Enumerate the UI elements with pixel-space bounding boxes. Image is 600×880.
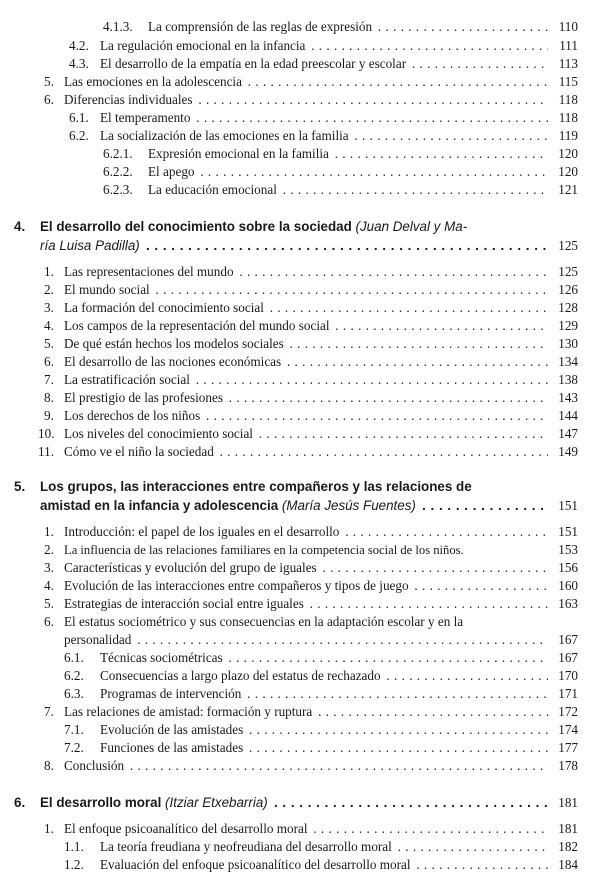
chapter-4-heading-line2 (0, 237, 600, 255)
toc-entry: 6.3. Programas de intervención . . . 171 (0, 685, 600, 703)
chapter-page: 125 (558, 238, 578, 253)
toc-entry: 9. Los derechos de los niños . . . 144 (0, 407, 600, 425)
chapter-page: 151 (558, 498, 578, 513)
chapter-author: (Juan Delval y Ma- (355, 219, 468, 234)
toc-entry: 5. Estrategias de interacción social entre iguales . . . 163 (0, 595, 600, 613)
toc-entry: 6.2. Consecuencias a largo plazo del estatus de rechazado . . . 170 (0, 667, 600, 685)
chapter-4-heading: 4. El desarrollo del conocimiento sobre la sociedad (Juan Delval y Ma- (14, 219, 468, 234)
toc-entry (0, 37, 600, 55)
toc-entry: 1.1. La teoría freudiana y neofreudiana del desarrollo moral . . . 182 (0, 838, 600, 856)
toc-entry: 7.1. Evolución de las amistades . . . 174 (0, 721, 600, 739)
toc-entry: 1. Introducción: el papel de los iguales en el desarrollo . . . 151 (0, 523, 600, 541)
toc-entry: 1. El enfoque psicoanalítico del desarrollo moral . . . 181 (0, 820, 600, 838)
toc-entry: 8. Conclusión . . . 178 (0, 757, 600, 775)
entry-page: 118 (558, 110, 578, 125)
entry-number: 4.3. (69, 56, 89, 71)
chapter-author: (Itziar Etxebarria) (165, 795, 268, 810)
entry-title: La comprensión de las reglas de expresión (148, 19, 373, 34)
chapter-6-heading: 6. El desarrollo moral (Itziar Etxebarria) . . . 181 (0, 794, 600, 812)
toc-entry: 1. Las representaciones del mundo . . . 125 (0, 263, 600, 281)
toc-entry: 5. De qué están hechos los modelos sociales . . . 130 (0, 335, 600, 353)
toc-entry: 4. Evolución de las interacciones entre compañeros y tipos de juego . . . 160 (0, 577, 600, 595)
entry-number: 6. (44, 92, 54, 107)
toc-entry (0, 127, 600, 145)
entry-title: La regulación emocional en la infancia (100, 38, 306, 53)
entry-title: La socialización de las emociones en la familia (100, 128, 349, 143)
entry-number: 6.2.1. (103, 146, 133, 161)
entry-page: 119 (558, 128, 578, 143)
entry-number: 6.2. (69, 128, 89, 143)
entry-title: Las emociones en la adolescencia (64, 74, 242, 89)
toc-entry: 10. Los niveles del conocimiento social . . . 147 (0, 425, 600, 443)
toc-entry: 6.1. Técnicas sociométricas . . . 167 (0, 649, 600, 667)
toc-entry (0, 91, 600, 109)
chapter-author: ría Luisa Padilla) (40, 238, 140, 253)
toc-entry: 6. El estatus sociométrico y sus consecuencias en la adaptación escolar y en la (44, 614, 464, 629)
toc-entry: 6. El desarrollo de las nociones económicas . . . 134 (0, 353, 600, 371)
toc-entry (0, 163, 600, 181)
toc-entry: 2. La influencia de las relaciones familiares en la competencia social de los niños. 153 (44, 542, 578, 557)
toc-entry: 11. Cómo ve el niño la sociedad . . . 149 (0, 443, 600, 461)
chapter-title: El desarrollo moral (40, 795, 162, 810)
entry-number: 5. (44, 74, 54, 89)
entry-number: 6.2.2. (103, 164, 133, 179)
toc-entry: 4. Los campos de la representación del mundo social . . . 129 (0, 317, 600, 335)
toc-entry: 2. El mundo social . . . 126 (0, 281, 600, 299)
toc-entry: 1.2. Evaluación del enfoque psicoanalítico del desarrollo moral . . . 184 (0, 856, 600, 874)
entry-page: 121 (558, 182, 578, 197)
chapter-5-heading: 5. Los grupos, las interacciones entre compañeros y las relaciones de (14, 479, 472, 494)
entry-page: 110 (558, 19, 578, 34)
toc-entry (0, 181, 600, 199)
entry-title: La educación emocional (148, 182, 277, 197)
toc-entry: personalidad . . . 167 (0, 631, 600, 649)
entry-page: 111 (559, 38, 578, 53)
entry-title: El desarrollo de la empatía en la edad preescolar y escolar (100, 56, 407, 71)
toc-entry: 7.2. Funciones de las amistades . . . 177 (0, 739, 600, 757)
entry-title: Expresión emocional en la familia (148, 146, 329, 161)
toc-entry: 3. La formación del conocimiento social . . . 128 (0, 299, 600, 317)
entry-number: 6.1. (69, 110, 89, 125)
toc-entry: 3. Características y evolución del grupo de iguales . . . 156 (0, 559, 600, 577)
entry-page: 120 (558, 164, 578, 179)
toc-entry (0, 18, 600, 36)
entry-page: 115 (558, 74, 578, 89)
entry-title: El temperamento (100, 110, 191, 125)
toc-entry (0, 109, 600, 127)
entry-number: 4.2. (69, 38, 89, 53)
chapter-title: Los grupos, las interacciones entre compañeros y las relaciones de (40, 479, 472, 494)
toc-entry (0, 145, 600, 163)
chapter-title: El desarrollo del conocimiento sobre la sociedad (40, 219, 352, 234)
entry-title: Diferencias individuales (64, 92, 193, 107)
entry-page: 113 (558, 56, 578, 71)
toc-entry: 7. Las relaciones de amistad: formación y ruptura . . . 172 (0, 703, 600, 721)
entry-page: 118 (558, 92, 578, 107)
chapter-author: (María Jesús Fuentes) (281, 498, 416, 513)
entry-page: 120 (558, 146, 578, 161)
chapter-page: 181 (558, 795, 578, 810)
entry-number: 4.1.3. (103, 19, 133, 34)
toc-entry (0, 73, 600, 91)
entry-number: 6.2.3. (103, 182, 133, 197)
toc-entry: 7. La estratificación social . . . 138 (0, 371, 600, 389)
chapter-title: amistad en la infancia y adolescencia (40, 498, 279, 513)
toc-entry: 8. El prestigio de las profesiones . . . 143 (0, 389, 600, 407)
chapter-5-heading-line2 (0, 497, 600, 515)
toc-entry (0, 55, 600, 73)
entry-title: El apego (148, 164, 195, 179)
